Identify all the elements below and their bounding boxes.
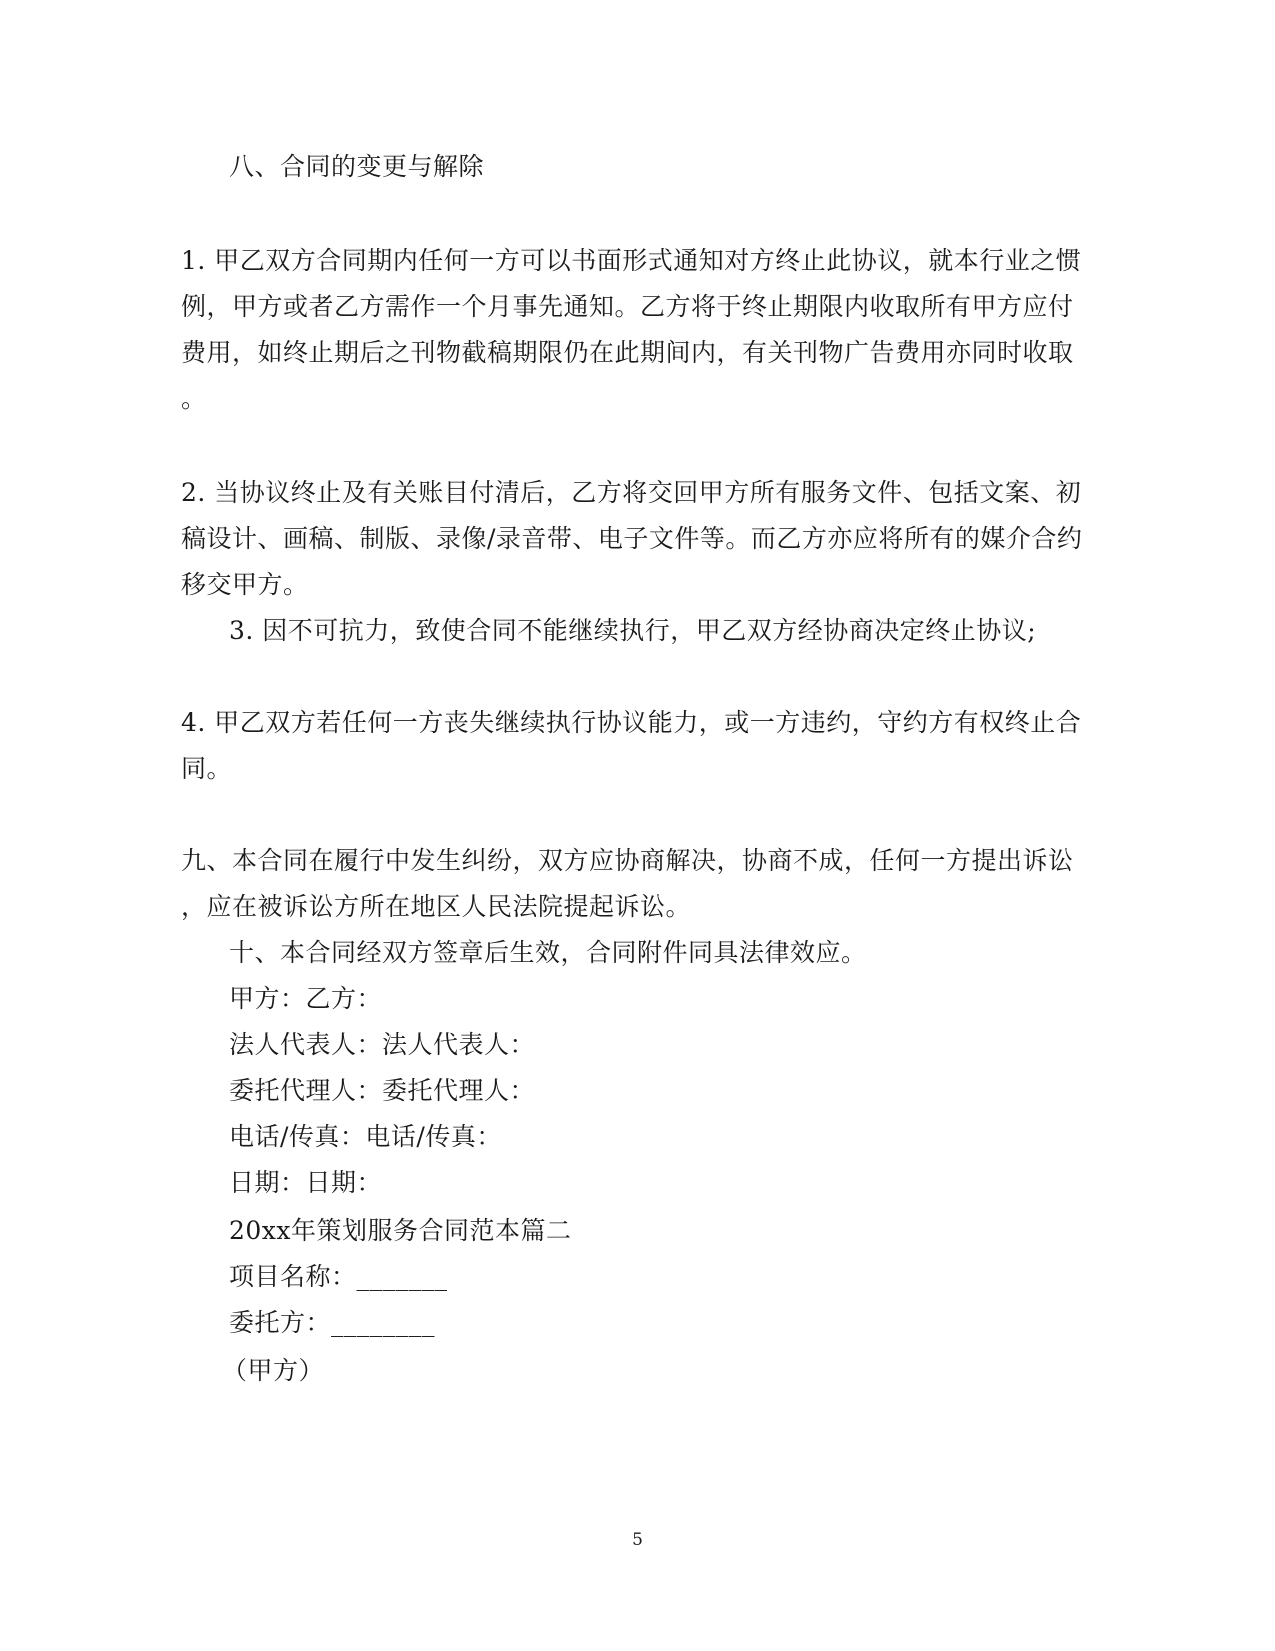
paragraph-line: 九、本合同在履行中发生纠纷，双方应协商解决，协商不成，任何一方提出诉讼 xyxy=(181,846,1074,875)
paragraph-line: 稿设计、画稿、制版、录像/录音带、电子文件等。而乙方亦应将所有的媒介合约 xyxy=(181,524,1083,553)
signature-line: 甲方：乙方： xyxy=(229,984,383,1013)
form-line: （甲方） xyxy=(222,1356,325,1385)
section-heading: 八、合同的变更与解除 xyxy=(229,152,485,181)
paragraph-line: 费用，如终止期后之刊物截稿期限仍在此期间内，有关刊物广告费用亦同时收取 xyxy=(181,338,1074,367)
form-line: 项目名称：_______ xyxy=(229,1262,448,1291)
signature-line: 委托代理人：委托代理人： xyxy=(229,1076,536,1105)
paragraph-line: 。 xyxy=(181,384,207,413)
paragraph-line: 例，甲方或者乙方需作一个月事先通知。乙方将于终止期限内收取所有甲方应付 xyxy=(181,292,1074,321)
signature-line: 法人代表人：法人代表人： xyxy=(229,1030,536,1059)
paragraph-line: 移交甲方。 xyxy=(181,570,309,599)
paragraph-line: 同。 xyxy=(181,754,233,783)
page-number: 5 xyxy=(632,1530,643,1550)
contract-title: 20xx年策划服务合同范本篇二 xyxy=(229,1216,572,1245)
signature-line: 日期：日期： xyxy=(229,1168,383,1197)
paragraph-line: 十、本合同经双方签章后生效，合同附件同具法律效应。 xyxy=(229,938,867,967)
form-line: 委托方：________ xyxy=(229,1308,436,1337)
paragraph-line: 2. 当协议终止及有关账目付清后，乙方将交回甲方所有服务文件、包括文案、初 xyxy=(181,478,1082,507)
paragraph-line: 3. 因不可抗力，致使合同不能继续执行，甲乙双方经协商决定终止协议; xyxy=(229,616,1037,645)
paragraph-line: ，应在被诉讼方所在地区人民法院提起诉讼。 xyxy=(181,892,692,921)
signature-line: 电话/传真：电话/传真： xyxy=(229,1122,502,1151)
paragraph-line: 4. 甲乙双方若任何一方丧失继续执行协议能力，或一方违约，守约方有权终止合 xyxy=(181,708,1082,737)
paragraph-line: 1. 甲乙双方合同期内任何一方可以书面形式通知对方终止此协议，就本行业之惯 xyxy=(181,246,1082,275)
